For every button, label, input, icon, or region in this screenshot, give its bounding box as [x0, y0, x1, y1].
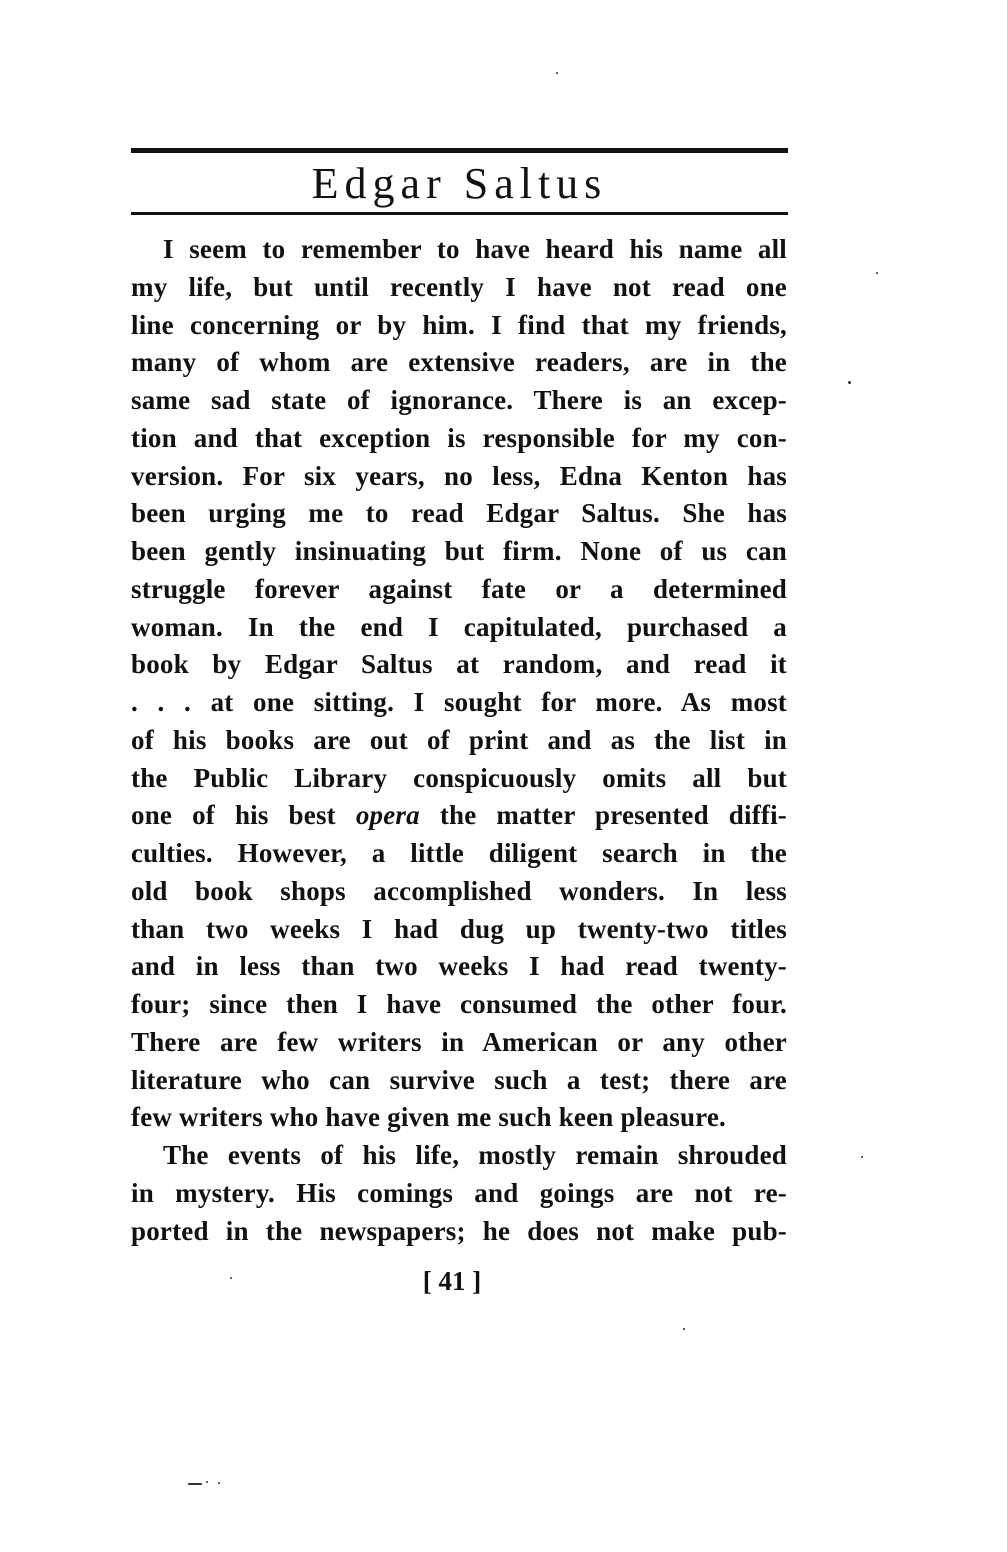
text-line: There are few writers in American or any other [131, 1026, 787, 1057]
text-line: struggle forever against fate or a determined [131, 573, 787, 604]
text-line: . . . at one sitting. I sought for more. As most [131, 687, 787, 717]
text-line: the Public Library conspicuously omits all but [131, 762, 787, 793]
header-rule-bottom [131, 212, 788, 215]
text-line: version. For six years, no less, Edna Kenton has [131, 460, 787, 491]
text-line: literature who can survive such a test; there are [131, 1064, 787, 1095]
chapter-title: Edgar Saltus [311, 159, 608, 208]
scan-speck [683, 1328, 685, 1330]
body-text [131, 231, 787, 1250]
scan-speck [556, 72, 558, 74]
text-line: tion and that exception is responsible for my con- [131, 422, 787, 453]
page-number: [ 41 ] [422, 1266, 482, 1296]
scan-speck [876, 272, 878, 274]
text-line: in mystery. His comings and goings are not re- [131, 1177, 787, 1208]
scan-speck [230, 1277, 232, 1279]
text-line: woman. In the end I capitulated, purchased a [131, 611, 787, 642]
text-line: culties. However, a little diligent search in the [131, 838, 787, 868]
header-rule-top [131, 148, 788, 153]
scan-speck [848, 381, 851, 384]
text-line: one of his best opera the matter presented diffi- [131, 800, 787, 831]
text-line: been urging me to read Edgar Saltus. She has [131, 498, 787, 529]
scan-speck [861, 1156, 863, 1158]
text-line: ported in the newspapers; he does not make pub- [131, 1215, 787, 1246]
text-line: old book shops accomplished wonders. In less [131, 875, 787, 906]
text-line: book by Edgar Saltus at random, and read it [131, 649, 787, 680]
scan-speck [206, 1481, 208, 1483]
text-line: and in less than two weeks I had read twenty- [131, 951, 787, 982]
text-line: few writers who have given me such keen pleasure. [131, 1102, 726, 1133]
text-line: line concerning or by him. I find that my friends, [131, 309, 787, 340]
scan-speck [188, 1483, 202, 1485]
italic-word: opera [355, 800, 420, 831]
text-line: same sad state of ignorance. There is an excep- [131, 385, 787, 415]
text-line: many of whom are extensive readers, are in the [131, 347, 787, 378]
text-line: my life, but until recently I have not read one [131, 271, 787, 302]
text-line: I seem to remember to have heard his name all [163, 234, 787, 264]
text-line: four; since then I have consumed the other four. [131, 989, 787, 1019]
text-line: than two weeks I had dug up twenty-two titles [131, 913, 787, 944]
text-line: of his books are out of print and as the list in [131, 724, 787, 755]
text-line: The events of his life, mostly remain shrouded [163, 1140, 787, 1170]
text-line: been gently insinuating but firm. None of us can [131, 536, 787, 566]
scan-speck [218, 1482, 220, 1484]
